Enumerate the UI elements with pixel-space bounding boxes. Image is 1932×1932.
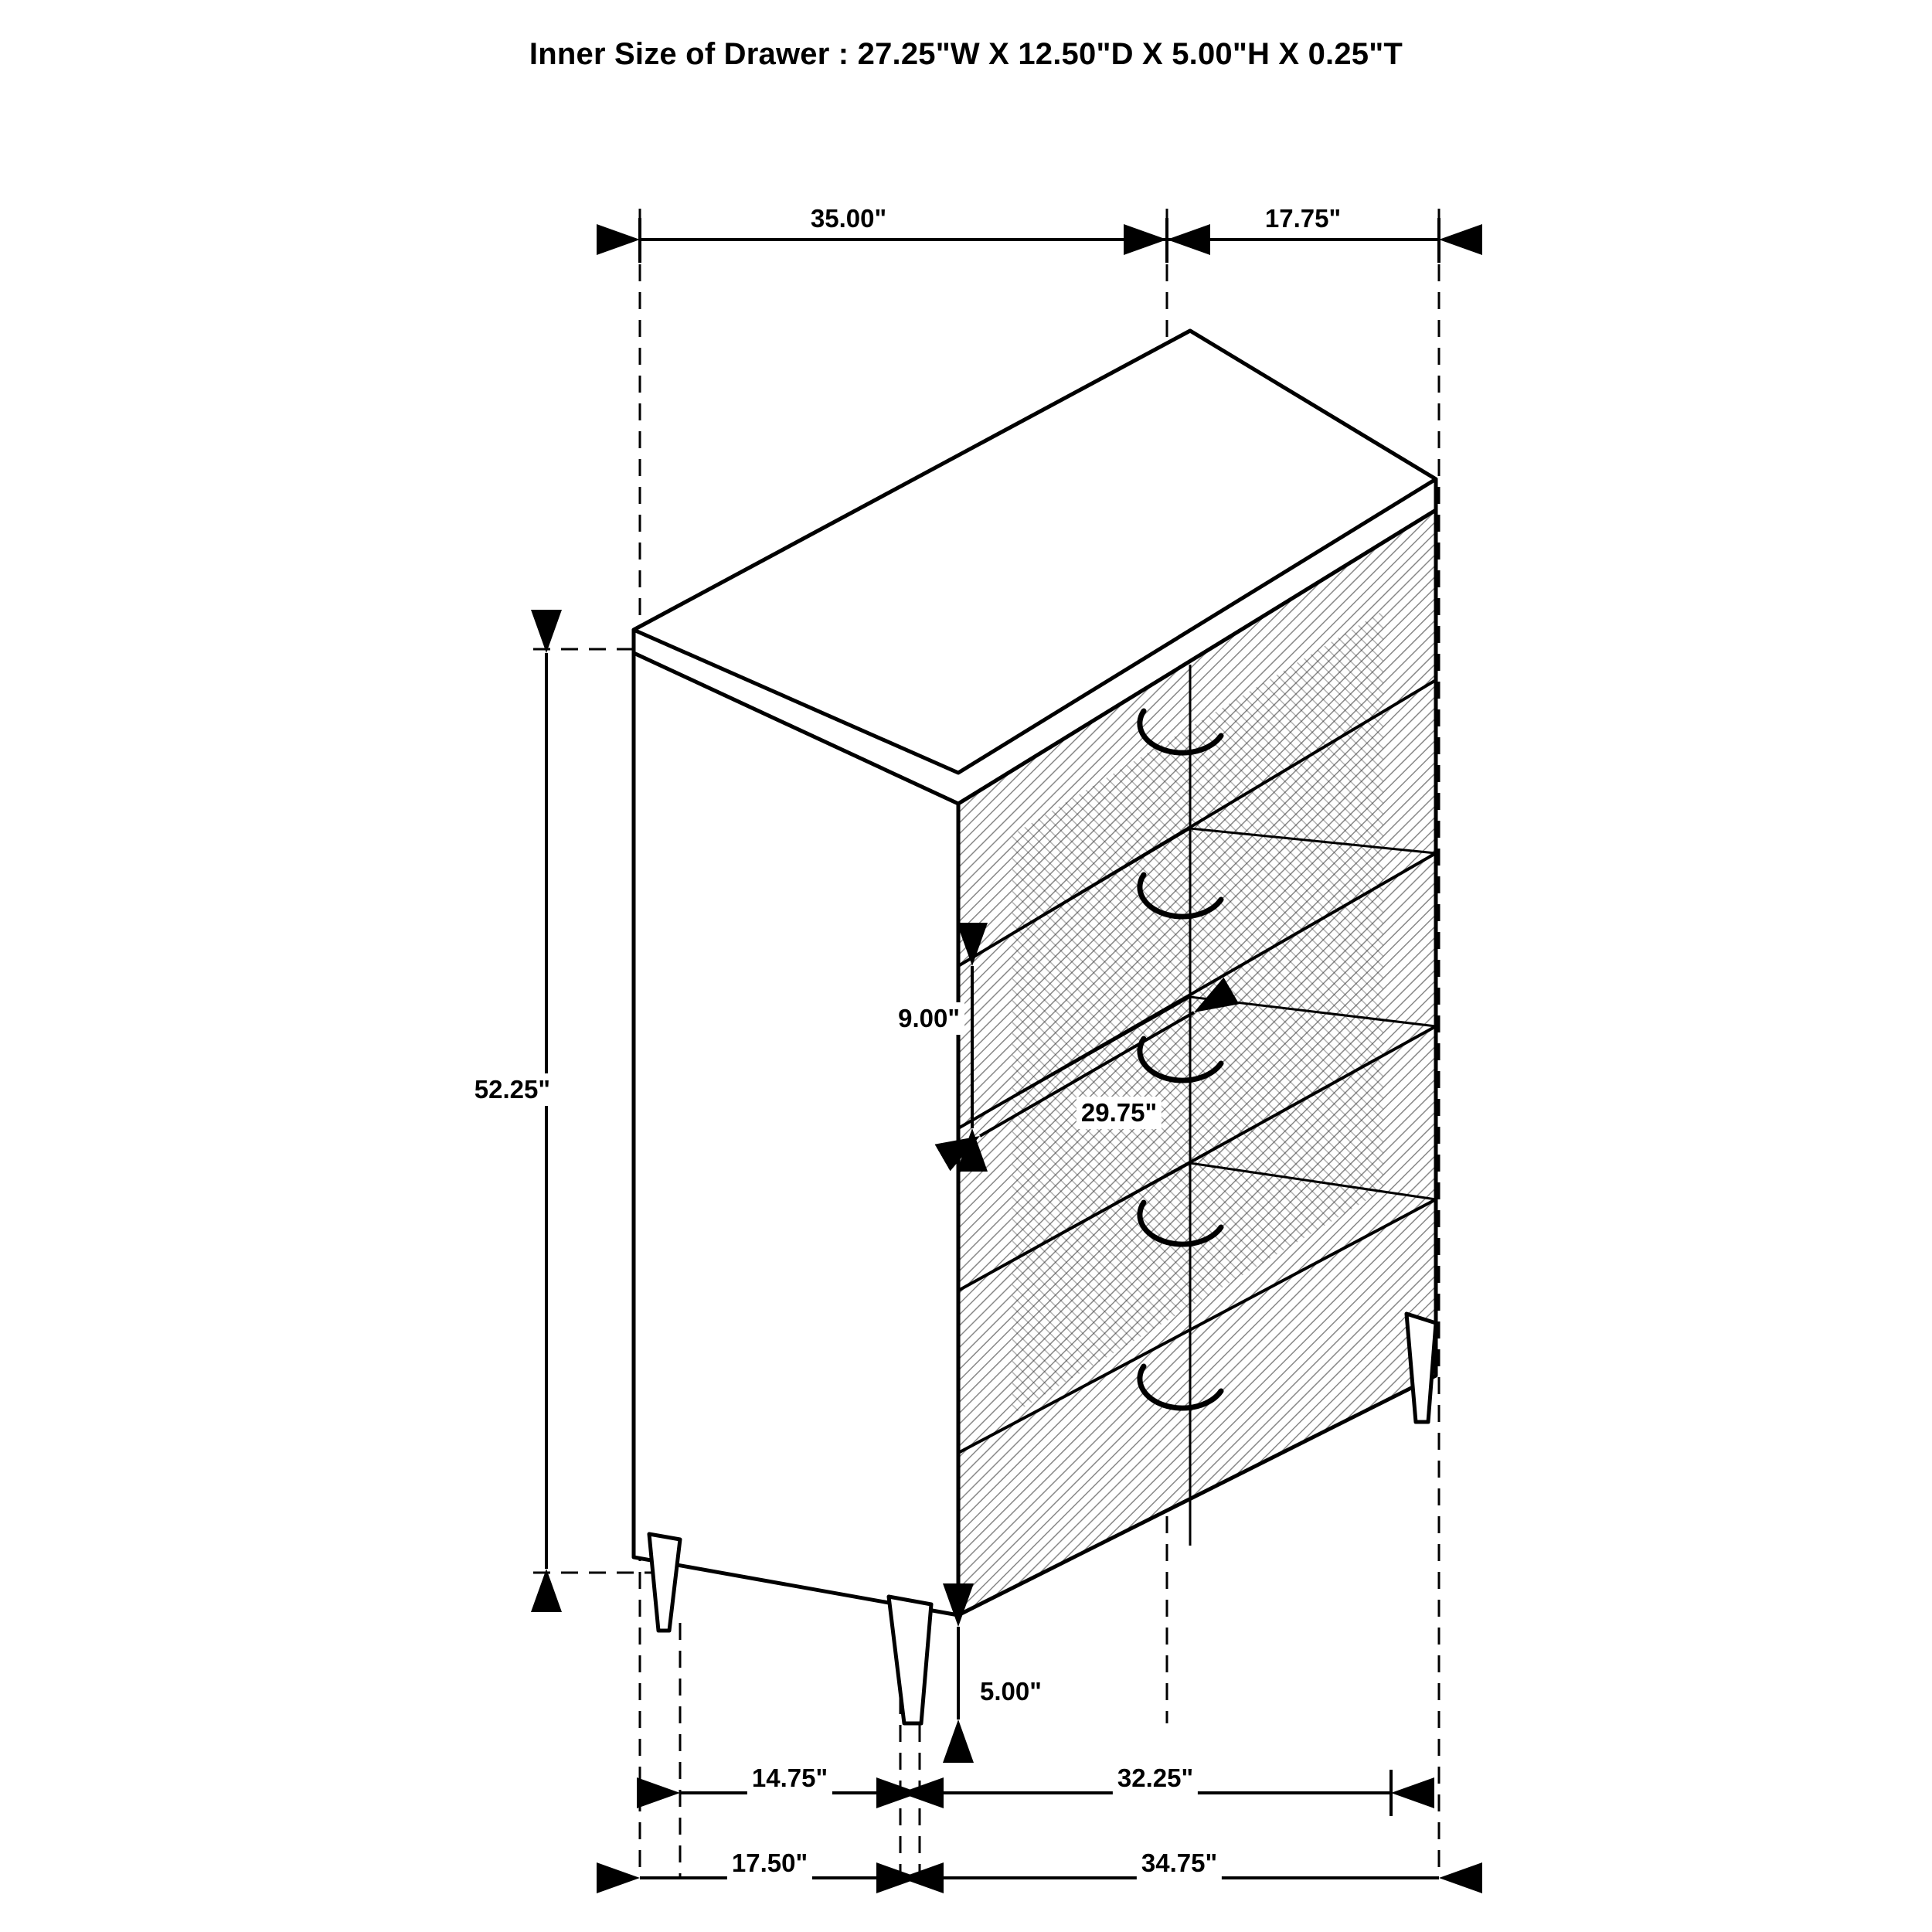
dim-overall-height: 52.25": [470, 1073, 555, 1106]
dim-top-width: 35.00": [806, 202, 891, 235]
dim-base-left-depth: 14.75": [747, 1762, 832, 1794]
dim-drawer-front-width: 29.75": [1077, 1097, 1162, 1129]
dim-top-depth: 17.75": [1260, 202, 1345, 235]
dim-base-right-width: 32.25": [1113, 1762, 1198, 1794]
dim-leg-height: 5.00": [975, 1675, 1046, 1708]
page-title: Inner Size of Drawer : 27.25"W X 12.50"D X 5.00"H X 0.25"T: [529, 37, 1403, 71]
dim-drawer-front-height: 9.00": [893, 1002, 964, 1035]
dim-foot-right-width: 34.75": [1137, 1847, 1222, 1879]
dim-foot-left-depth: 17.50": [727, 1847, 812, 1879]
